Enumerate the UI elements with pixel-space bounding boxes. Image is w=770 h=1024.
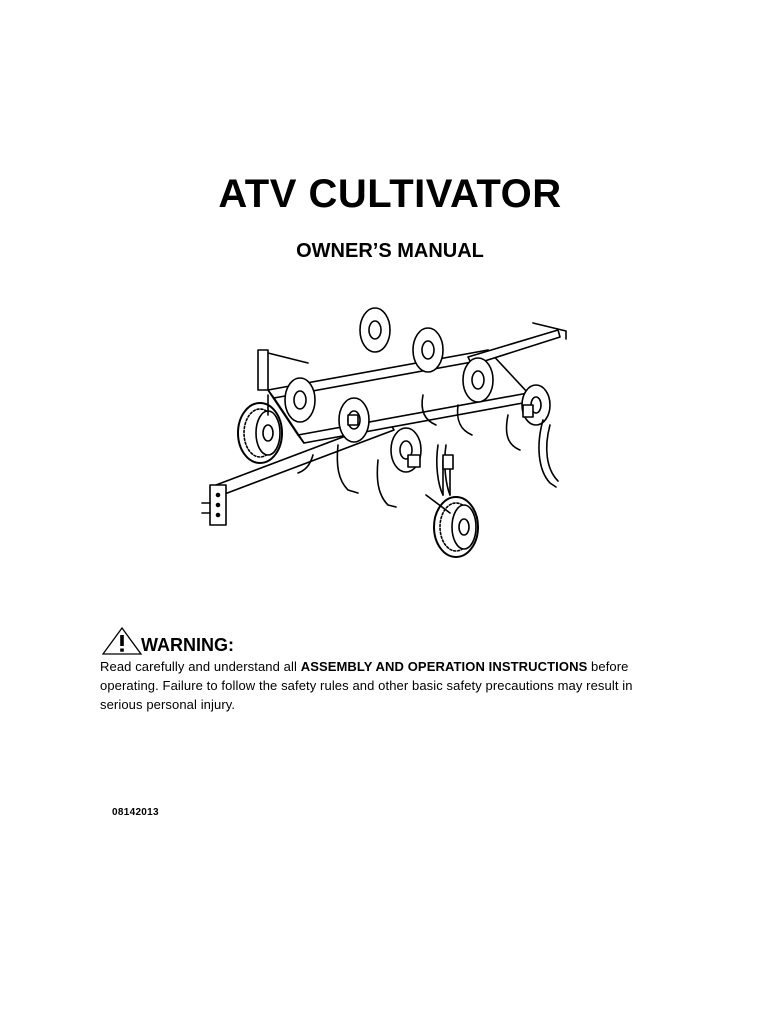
warning-label: WARNING: <box>141 635 234 655</box>
warning-text-rest: before operating. Failure to follow the safety rules and other basic safety precautions may result in serious personal injury. <box>100 659 633 712</box>
atv-cultivator-drawing <box>188 295 588 595</box>
warning-text <box>100 657 660 714</box>
left-wheel <box>238 395 282 463</box>
warning-text-intro: Read carefully and understand all <box>100 659 301 674</box>
page-subtitle: OWNER’S MANUAL <box>296 240 484 262</box>
page-title: ATV CULTIVATOR <box>218 172 562 216</box>
right-wheel <box>426 460 478 557</box>
warning-text-emphasis: ASSEMBLY AND OPERATION INSTRUCTIONS <box>300 659 588 674</box>
warning-triangle-icon <box>100 626 144 656</box>
document-number: 08142013 <box>112 807 159 818</box>
warning-heading <box>100 626 234 656</box>
